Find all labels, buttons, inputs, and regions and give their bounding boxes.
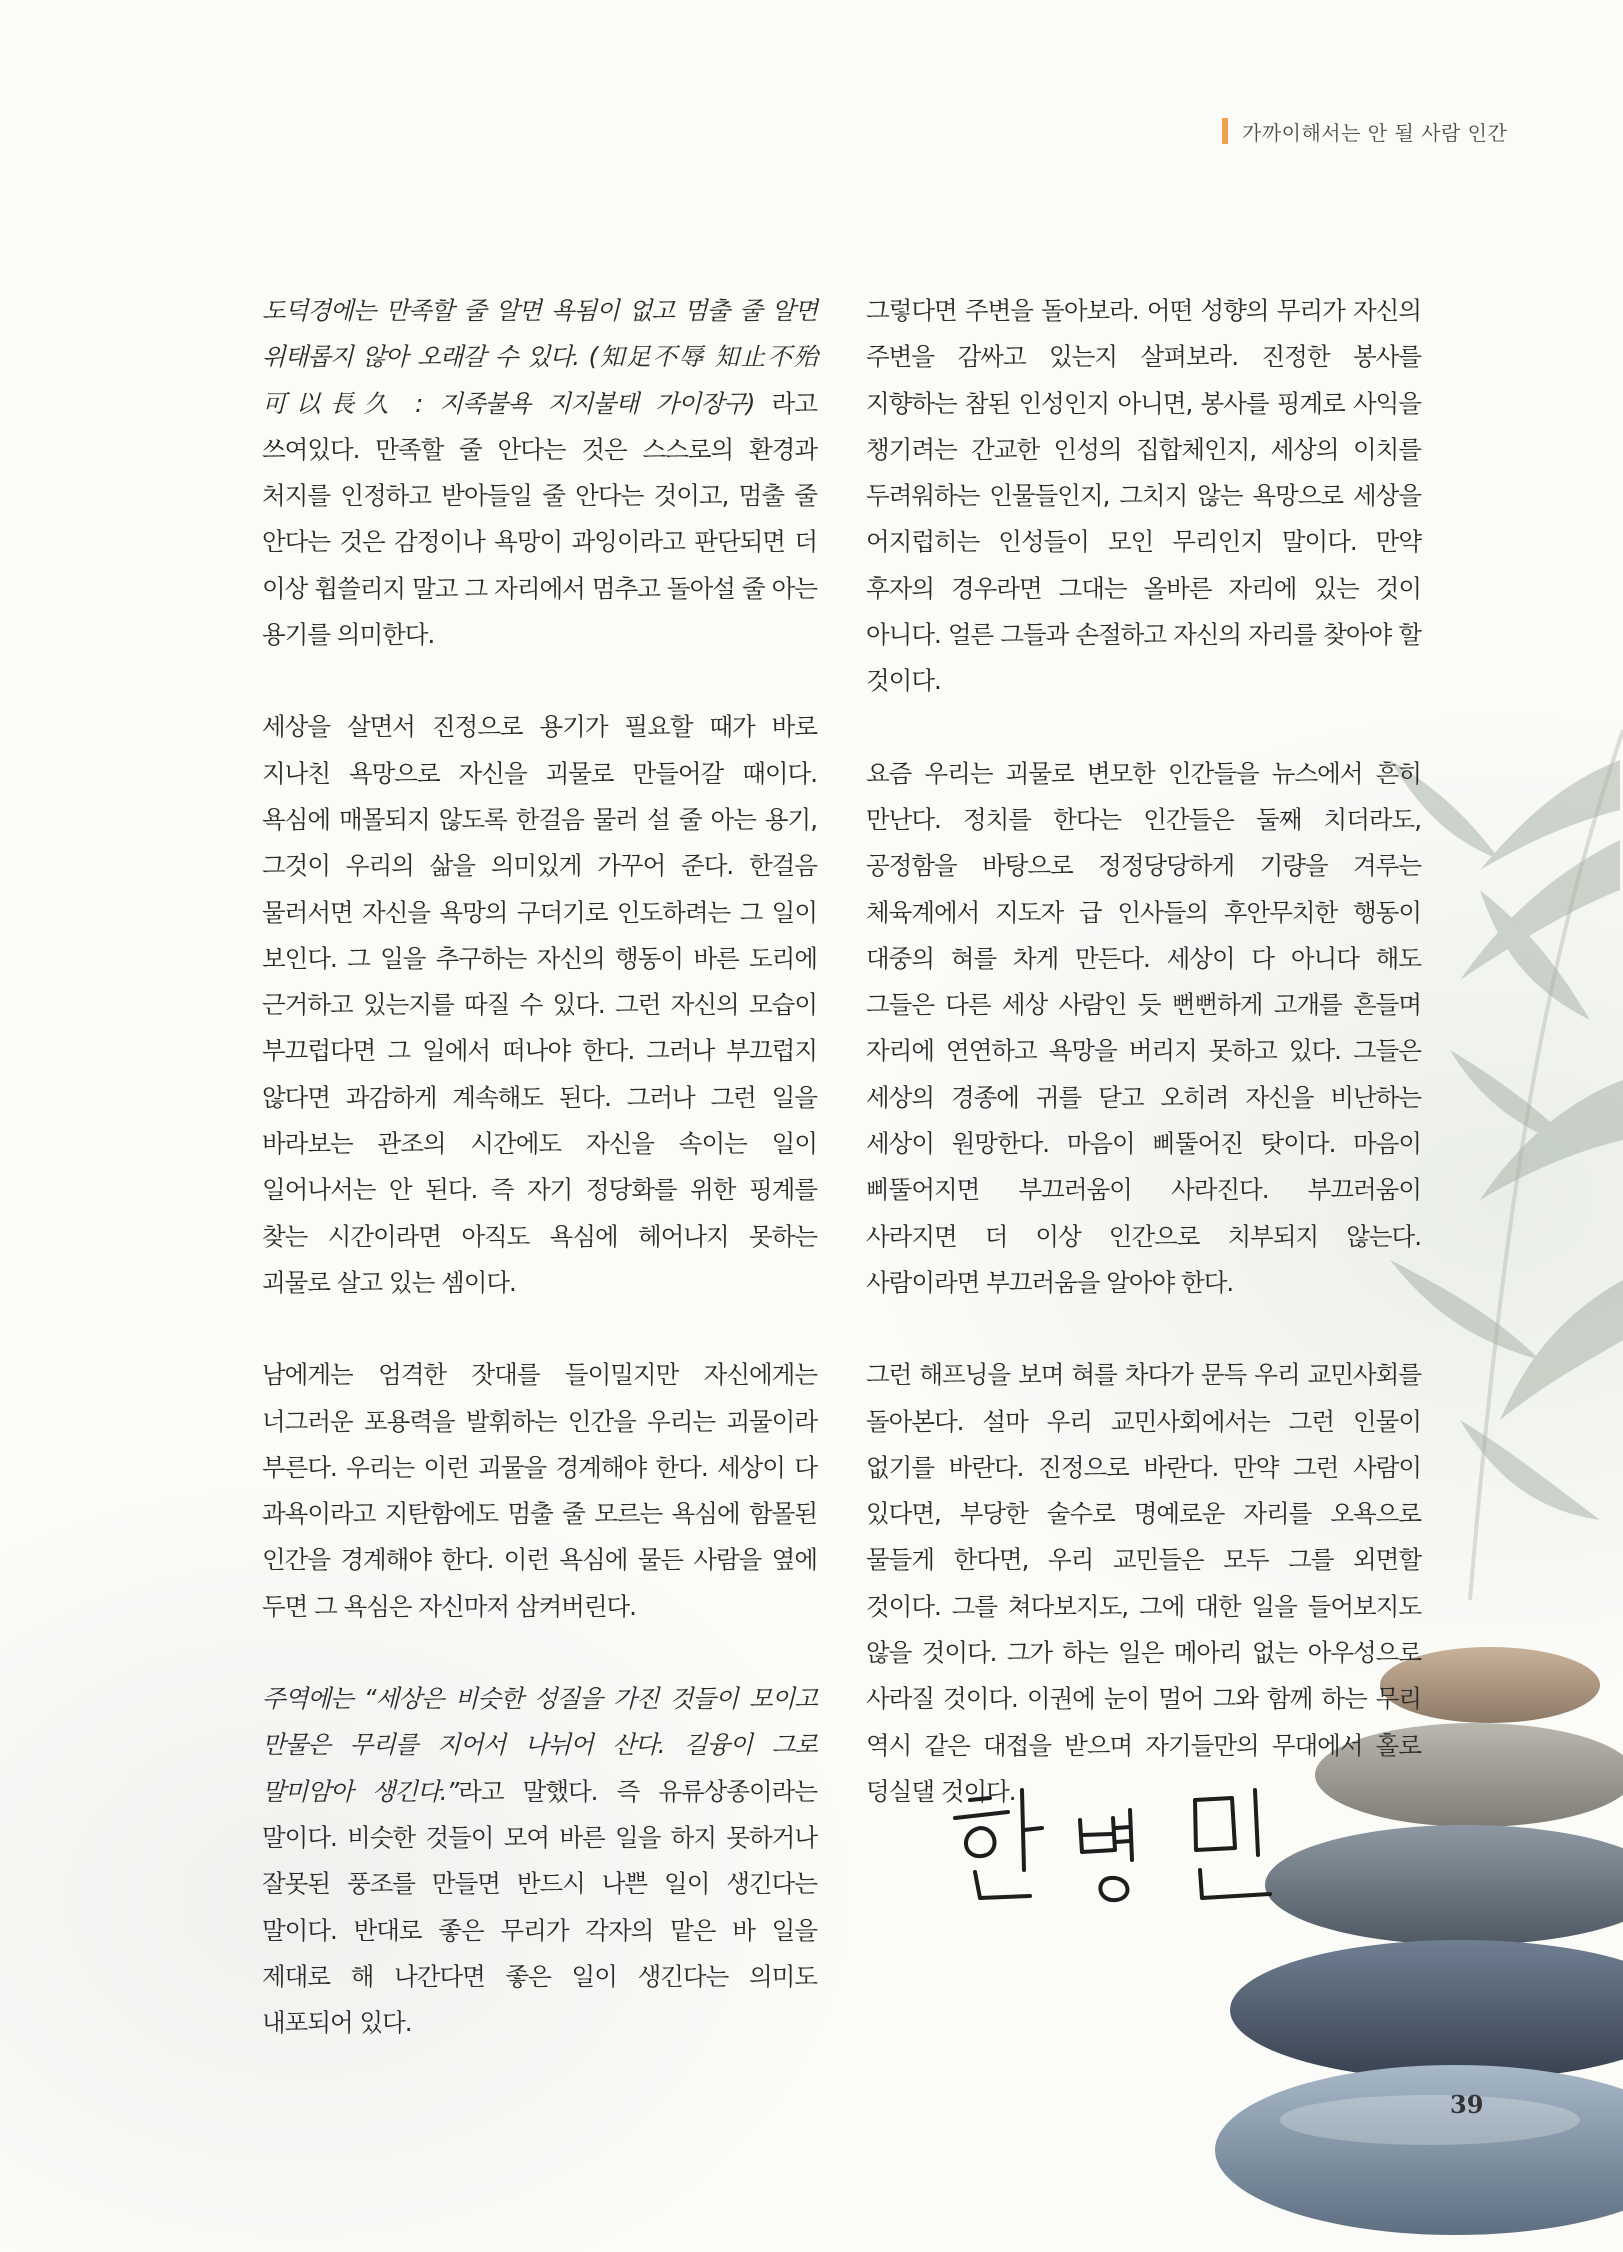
paragraph: 남에게는 엄격한 잣대를 들이밀지만 자신에게는 너그러운 포용력을 발휘하는 인간을 우리는 괴물이라 부른다. 우리는 이런 괴물을 경계해야 한다. 세상이 다 과욕이라고 지탄함에도 멈출 줄 모르는 욕심에 함몰된 인간을 경계해야 한다. 이런 욕심에 물든 사람을 옆에 두면 그 욕심은 자신마저 삼켜버린다. [262,1360,817,1621]
paragraph-text: 라고 쓰여있다. 만족할 줄 안다는 것은 스스로의 환경과 처지를 인정하고 받아들일 줄 안다는 것이고, 멈출 줄 안다는 것은 감정이나 욕망이 과잉이라고 판단되면 더 이상 휩쓸리지 말고 그 자리에서 멈추고 돌아설 줄 아는 용기를 의미한다. [262,388,818,650]
right-text-column [866,288,1421,1861]
paragraph [262,288,817,658]
paragraph: 세상을 살면서 진정으로 용기가 필요할 때가 바로 지나친 욕망으로 자신을 괴물로 만들어갈 때이다. 욕심에 매몰되지 않도록 한걸음 물러 설 줄 아는 용기, 그것이 우리의 삶을 의미있게 가꾸어 준다. 한걸음 물러서면 자신을 욕망의 구더기로 인도하려는 그 일이 보인다. 그 일을 추구하는 자신의 행동이 바른 도리에 근거하고 있는지를 따질 수 있다. 그런 자신의 모습이 부끄럽다면 그 일에서 떠나야 한다. 그러나 부끄럽지 않다면 과감하게 계속해도 된다. 그러나 그런 일을 바라보는 관조의 시간에도 자신을 속이는 일이 일어나서는 안 된다. 즉 자기 정당화를 위한 핑계를 찾는 시간이라면 아직도 욕심에 헤어나지 못하는 괴물로 살고 있는 셈이다. [262,712,817,1297]
author-signature [930,1780,1320,1910]
paragraph: 그런 해프닝을 보며 혀를 차다가 문득 우리 교민사회를 돌아본다. 설마 우리 교민사회에서는 그런 인물이 없기를 바란다. 진정으로 바란다. 만약 그런 사람이 있다면, 부당한 술수로 명예로운 자리를 오욕으로 물들게 한다면, 우리 교민들은 모두 그를 외면할 것이다. 그를 쳐다보지도, 그에 대한 일을 들어보지도 않을 것이다. 그가 하는 일은 메아리 없는 아우성으로 사라질 것이다. 이권에 눈이 멀어 그와 함께 하는 무리 역시 같은 대접을 받으며 자기들만의 무대에서 홀로 덩실댈 것이다. [866,1360,1421,1806]
page-number: 39 [1450,2090,1484,2119]
paragraph-text: 라고 말했다. 즉 유류상종이라는 말이다. 비슷한 것들이 모여 바른 일을 하지 못하거나 잘못된 풍조를 만들면 반드시 나쁜 일이 생긴다는 말이다. 반대로 좋은 무리가 각자의 맡은 바 일을 제대로 해 나간다면 좋은 일이 생긴다는 의미도 내포되어 있다. [262,1776,817,2038]
paragraph [262,1676,817,2046]
paragraph: 요즘 우리는 괴물로 변모한 인간들을 뉴스에서 흔히 만난다. 정치를 한다는 인간들은 둘째 치더라도, 공정함을 바탕으로 정정당당하게 기량을 겨루는 체육계에서 지도자 급 인사들의 후안무치한 행동이 대중의 혀를 차게 만든다. 세상이 다 아니다 해도 그들은 다른 세상 사람인 듯 뻔뻔하게 고개를 흔들며 자리에 연연하고 욕망을 버리지 못하고 있다. 그들은 세상의 경종에 귀를 닫고 오히려 자신을 비난하는 세상이 원망한다. 마음이 삐뚤어진 탓이다. 마음이 삐뚤어지면 부끄러움이 사라진다. 부끄러움이 사라지면 더 이상 인간으로 치부되지 않는다. 사람이라면 부끄러움을 알아야 한다. [866,758,1421,1297]
running-header [1222,116,1507,146]
header-title: 가까이해서는 안 될 사람 인간 [1242,120,1508,145]
left-text-column [262,288,817,2092]
paragraph-quote: 주역에는 “세상은 비슷한 성질을 가진 것들이 모이고 만물은 무리를 지어서 나뉘어 산다. 길융이 그로 말미암아 생긴다.” [262,1684,817,1806]
paragraph-quote: 도덕경에는 만족할 줄 알면 욕됨이 없고 멈출 줄 알면 위태롭지 않아 오래갈 수 있다. (知足不辱 知止不殆 可以長久 : 지족불욕 지지불태 가이장구) [262,296,817,418]
paragraph: 그렇다면 주변을 돌아보라. 어떤 성향의 무리가 자신의 주변을 감싸고 있는지 살펴보라. 진정한 봉사를 지향하는 참된 인성인지 아니면, 봉사를 핑계로 사익을 챙기려는 간교한 인성의 집합체인지, 세상의 이치를 두려워하는 인물들인지, 그치지 않는 욕망으로 세상을 어지럽히는 인성들이 모인 무리인지 말이다. 만약 후자의 경우라면 그대는 올바른 자리에 있는 것이 아니다. 얼른 그들과 손절하고 자신의 자리를 찾아야 할 것이다. [866,296,1421,696]
header-accent-bar [1222,118,1228,144]
